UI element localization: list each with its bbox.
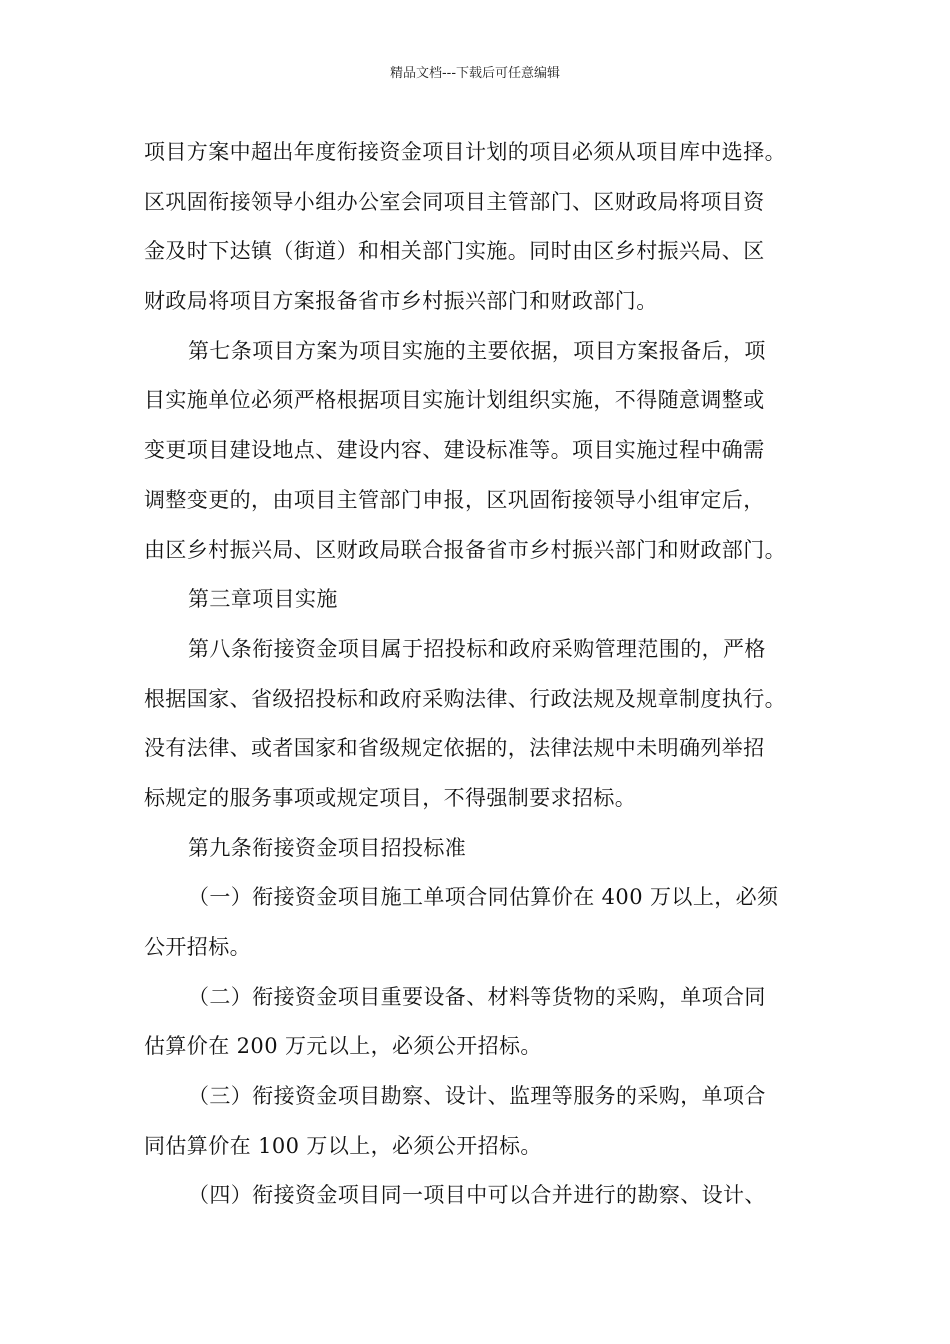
- text-line: 标规定的服务事项或规定项目，不得强制要求招标。: [144, 785, 637, 810]
- text-line: （二）衔接资金项目重要设备、材料等货物的采购，单项合同: [188, 984, 766, 1009]
- text-line: 第七条项目方案为项目实施的主要依据，项目方案报备后，项: [188, 338, 766, 363]
- text-line: （四）衔接资金项目同一项目中可以合并进行的勘察、设计、: [188, 1183, 766, 1208]
- document-body: [144, 128, 812, 1221]
- text-line: 区巩固衔接领导小组办公室会同项目主管部门、区财政局将项目资: [144, 189, 765, 214]
- text-line: 第九条衔接资金项目招投标准: [188, 835, 467, 860]
- text-line: 根据国家、省级招投标和政府采购法律、行政法规及规章制度执行。: [144, 686, 786, 711]
- text-line: 调整变更的，由项目主管部门申报，区巩固衔接领导小组审定后，: [144, 487, 765, 512]
- text-line: 没有法律、或者国家和省级规定依据的，法律法规中未明确列举招: [144, 736, 765, 761]
- text-line: 公开招标。: [144, 935, 251, 959]
- text-line: 第八条衔接资金项目属于招投标和政府采购管理范围的，严格: [188, 636, 766, 661]
- text-line: 财政局将项目方案报备省市乡村振兴部门和财政部门。: [144, 289, 658, 314]
- text-line: 第三章项目实施: [188, 587, 338, 612]
- text-line: 估算价在 200 万元以上，必须公开招标。: [144, 1034, 542, 1059]
- text-line: （一）衔接资金项目施工单项合同估算价在 400 万以上，必须: [188, 885, 779, 910]
- text-line: 金及时下达镇（街道）和相关部门实施。同时由区乡村振兴局、区: [144, 239, 765, 264]
- text-line: 项目方案中超出年度衔接资金项目计划的项目必须从项目库中选择。: [144, 140, 786, 164]
- text-line: （三）衔接资金项目勘察、设计、监理等服务的采购，单项合: [188, 1084, 766, 1109]
- text-line: 同估算价在 100 万以上，必须公开招标。: [144, 1133, 542, 1158]
- page-header: 精品文档---下载后可任意编辑: [389, 66, 561, 81]
- text-line: 目实施单位必须严格根据项目实施计划组织实施，不得随意调整或: [144, 388, 765, 413]
- text-line: 变更项目建设地点、建设内容、建设标准等。项目实施过程中确需: [144, 438, 765, 463]
- text-line: 由区乡村振兴局、区财政局联合报备省市乡村振兴部门和财政部门。: [144, 537, 786, 562]
